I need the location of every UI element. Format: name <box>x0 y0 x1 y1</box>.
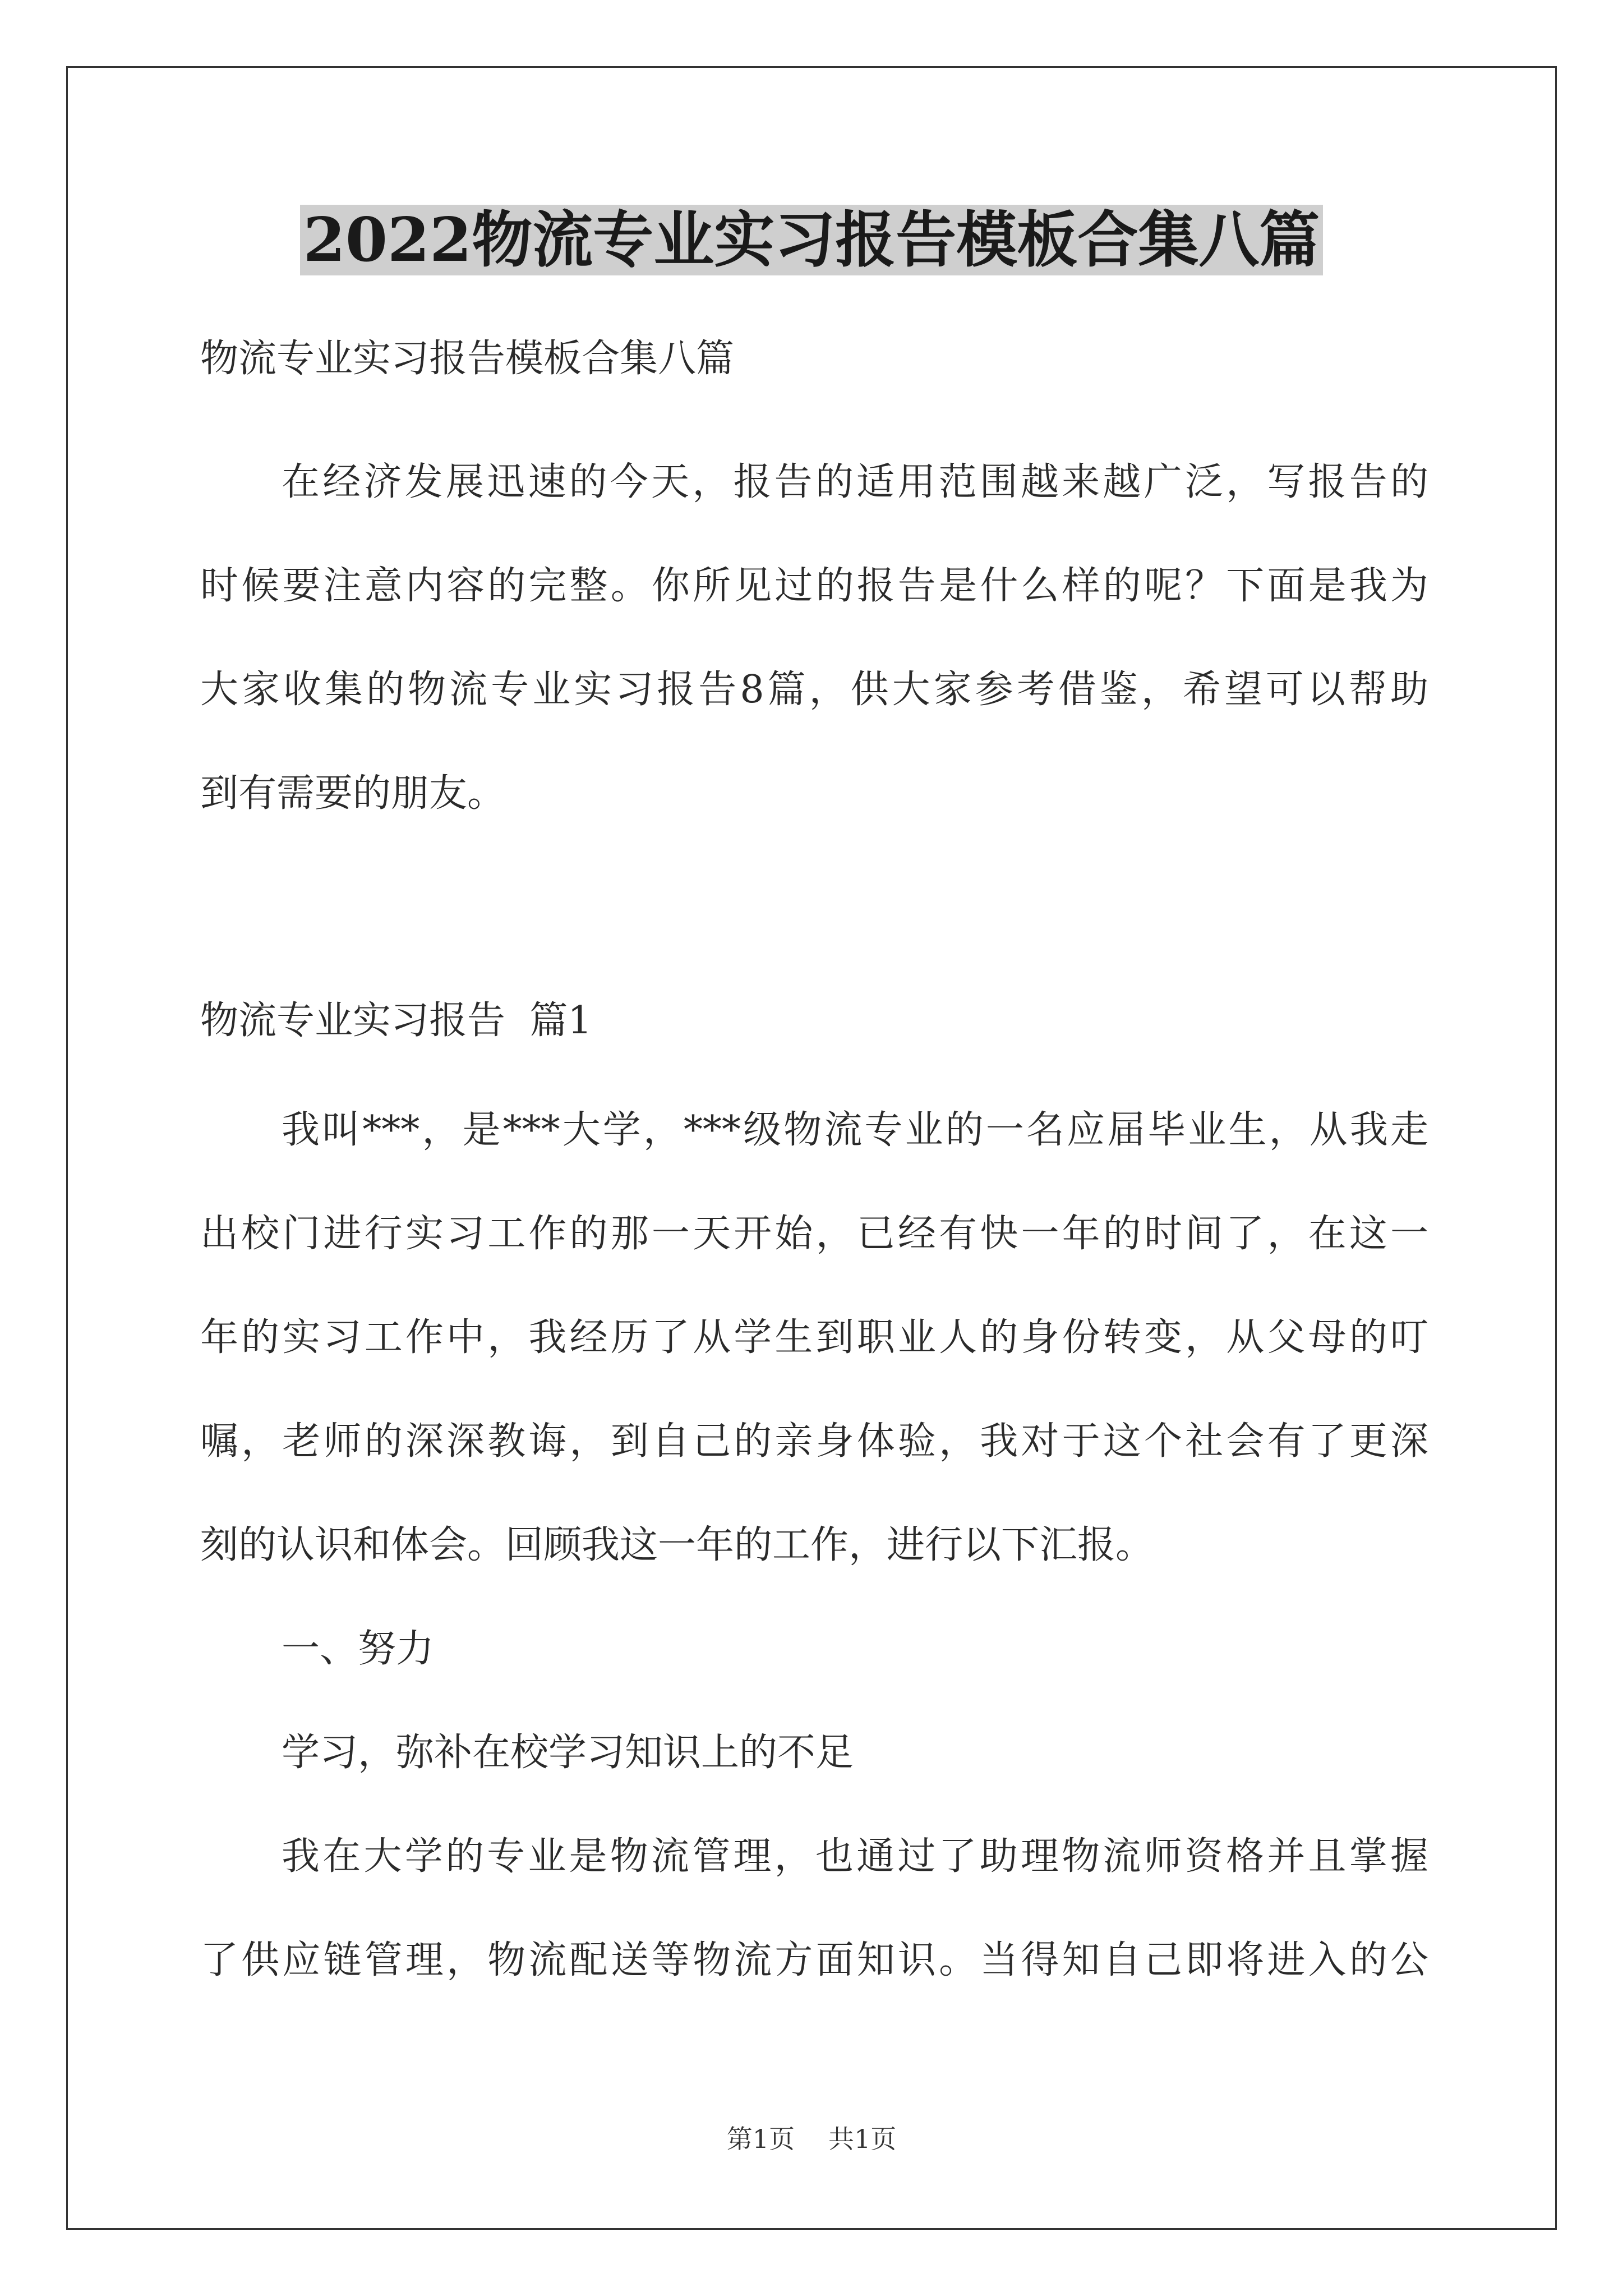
intro-line-3: 大家收集的物流专业实习报告8篇，供大家参考借鉴，希望可以帮助 <box>200 668 1428 712</box>
para1-line-2: 出校门进行实习工作的那一天开始，已经有快一年的时间了，在这一 <box>200 1212 1428 1256</box>
intro-line-4: 到有需要的朋友。 <box>200 771 506 816</box>
para1-line-5: 刻的认识和体会。回顾我这一年的工作，进行以下汇报。 <box>200 1523 1154 1567</box>
footer-total-pages: 共1页 <box>828 2124 897 2154</box>
subheading-effort: 一、努力 <box>282 1627 435 1671</box>
document-subtitle: 物流专业实习报告模板合集八篇 <box>200 337 735 381</box>
para2-line-2: 了供应链管理，物流配送等物流方面知识。当得知自己即将进入的公 <box>200 1938 1428 1982</box>
intro-line-1: 在经济发展迅速的今天，报告的适用范围越来越广泛，写报告的 <box>282 460 1428 504</box>
para1-line-3: 年的实习工作中，我经历了从学生到职业人的身份转变，从父母的叮 <box>200 1315 1428 1360</box>
intro-line-2: 时候要注意内容的完整。你所见过的报告是什么样的呢？下面是我为 <box>200 564 1428 608</box>
para1-line-4: 嘱，老师的深深教诲，到自己的亲身体验，我对于这个社会有了更深 <box>200 1419 1428 1464</box>
para1-line-1: 我叫***，是***大学，***级物流专业的一名应届毕业生，从我走 <box>282 1108 1428 1152</box>
section-heading: 物流专业实习报告 篇1 <box>200 999 592 1043</box>
para2-line-1: 我在大学的专业是物流管理，也通过了助理物流师资格并且掌握 <box>282 1834 1428 1879</box>
footer-page-number: 第1页 <box>726 2124 795 2154</box>
document-title: 2022物流专业实习报告模板合集八篇 <box>0 201 1623 279</box>
page-footer <box>0 2122 1623 2156</box>
subheading-study: 学习，弥补在校学习知识上的不足 <box>282 1731 854 1775</box>
